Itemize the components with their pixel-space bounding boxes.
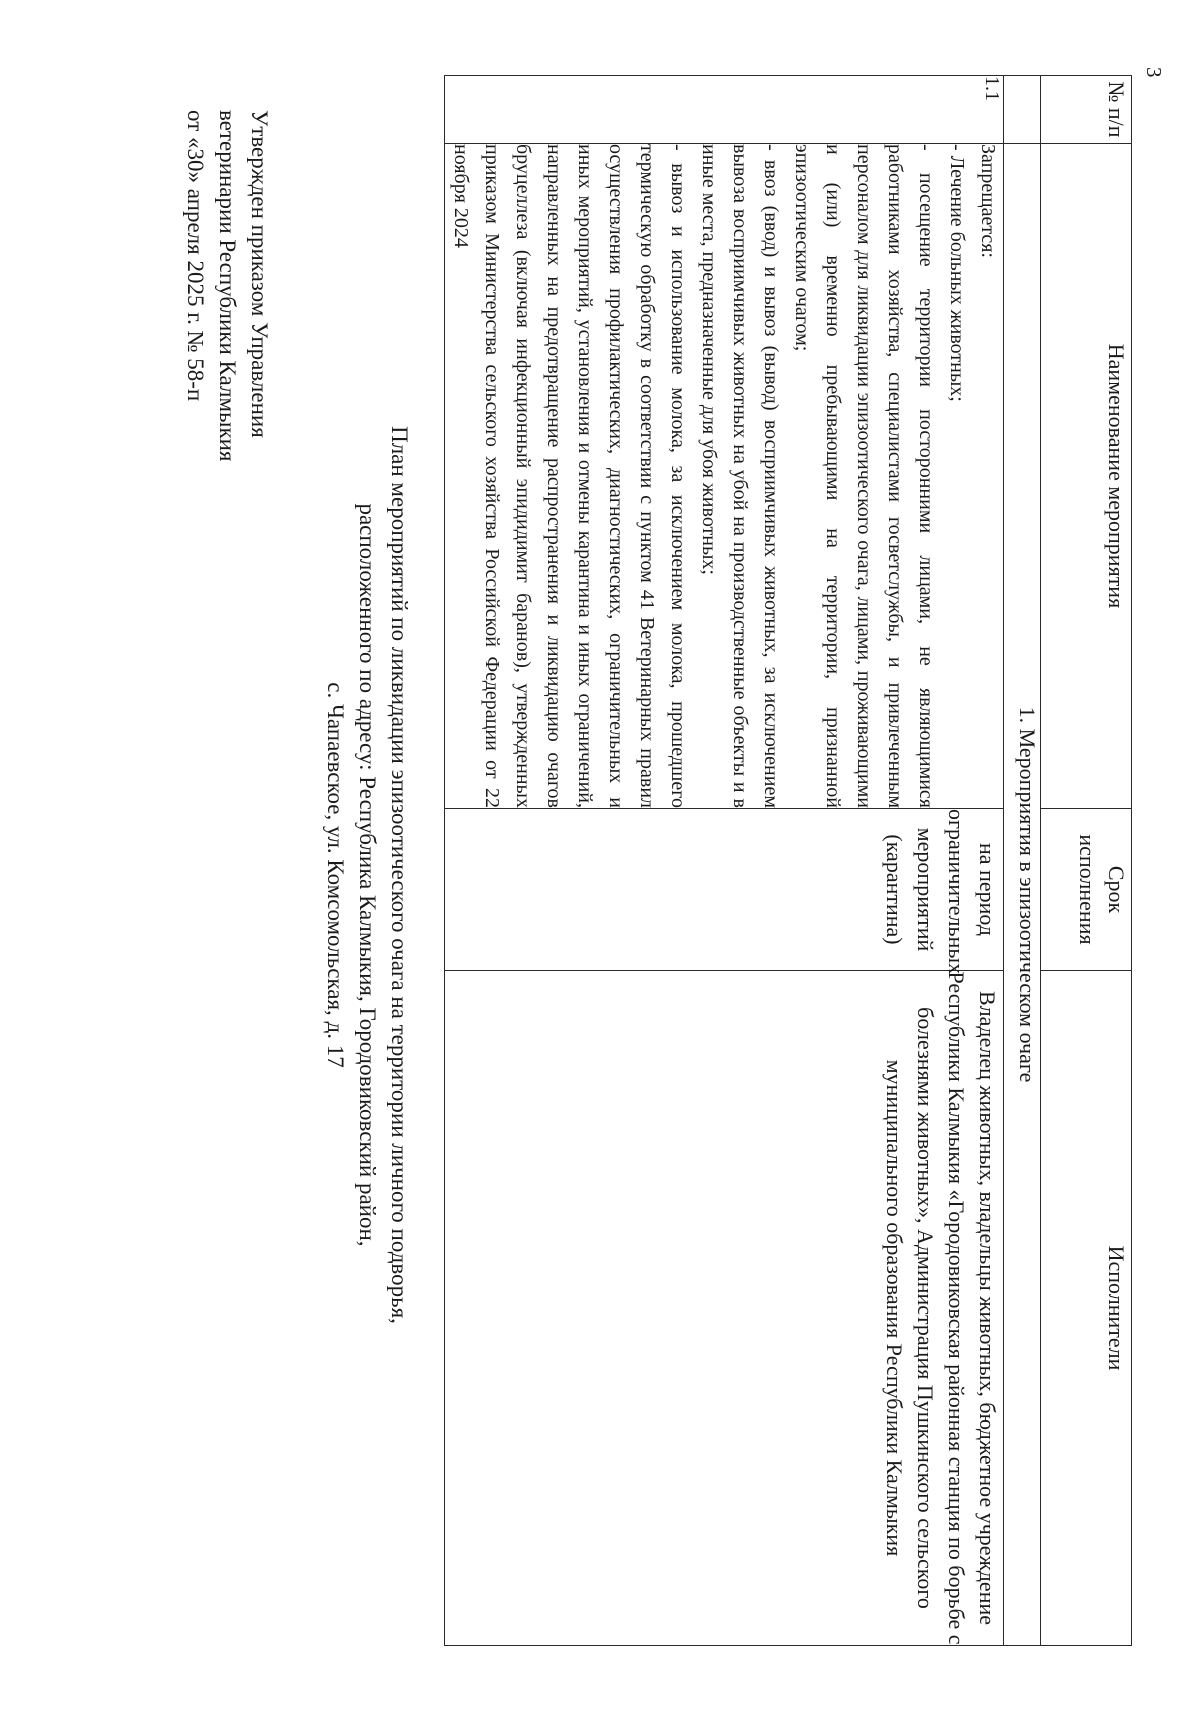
measures-table [444,75,1132,1646]
plan-title-line: План мероприятий по ликвидации эпизоотического очага на территории личного подворья, [387,426,412,1324]
section-num-cell [1004,76,1041,144]
action-item: - Лечение больных животных; [946,144,968,402]
action-item: - ввоз (ввод) и вывоз (вывод) восприимчивых животных, за исключением вывоза восприимчивых животных на убой на производственные объекты и в иные места, предназначенные для убоя животных; [698,144,782,808]
header-executors: Исполнители [1041,971,1132,1646]
table-header-row [1041,76,1132,1646]
approval-line: ветеринарии Республики Калмыкия [215,110,240,462]
header-action: Наименование мероприятия [1041,144,1132,809]
table-row [445,76,1004,1646]
approval-line: Утвержден приказом Управления [247,110,272,438]
row-number: 1.1 [445,76,1004,144]
plan-title-line: с. Чапаевское, ул. Комсомольская, д. 17 [323,682,348,1068]
row-executors: Владелец животных, владельцы животных, бюджетное учреждение Республики Калмыкия «Городовиковская районная станция по борьбе с болезнями животных», Администрация Пушкинского сельского муниципального образования Республики Калмыкия [445,971,1004,1646]
action-item: - посещение территории посторонними лицами, не являющимися работниками хозяйства, специалистами госветслужбы, и привлеченным персоналом для ликвидации эпизоотического очага, лицами, проживающими и (или) временно пребывающими на территории, признанной эпизоотическим очагом; [791,144,937,808]
approval-line: от «30» апреля 2025 г. № 58-п [183,110,208,402]
section-row [1004,76,1041,1646]
action-item: - вывоз и использование молока, за исключением молока, прошедшего термическую обработку в соответствии с пунктом 41 Ветеринарных правил осуществления профилактических, диагностических, ограничительных и иных мероприятий, установления и отмены карантина и иных ограничений, направленных на предотвращение распространения и ликвидацию очагов бруцеллеза (включая инфекционный эпидидимит баранов), утвержденных приказом Министерства сельского хозяйства Российской Федерации от 22 ноября 2024 [450,144,689,808]
row-action [445,144,1004,809]
approval-stamp-text [179,110,275,630]
action-intro: Запрещается: [977,144,999,258]
header-deadline: Срок исполнения [1041,809,1132,971]
row-deadline: на период ограничительных мероприятий (карантина) [445,809,1004,971]
section-title: 1. Мероприятия в эпизоотическом очаге [1004,144,1041,1646]
plan-title [319,230,415,1520]
page-number: 3 [1142,67,1166,78]
header-num: № п/п [1041,76,1132,144]
plan-title-line: расположенного по адресу: Республика Калмыкия, Городовиковский район, [355,503,380,1247]
